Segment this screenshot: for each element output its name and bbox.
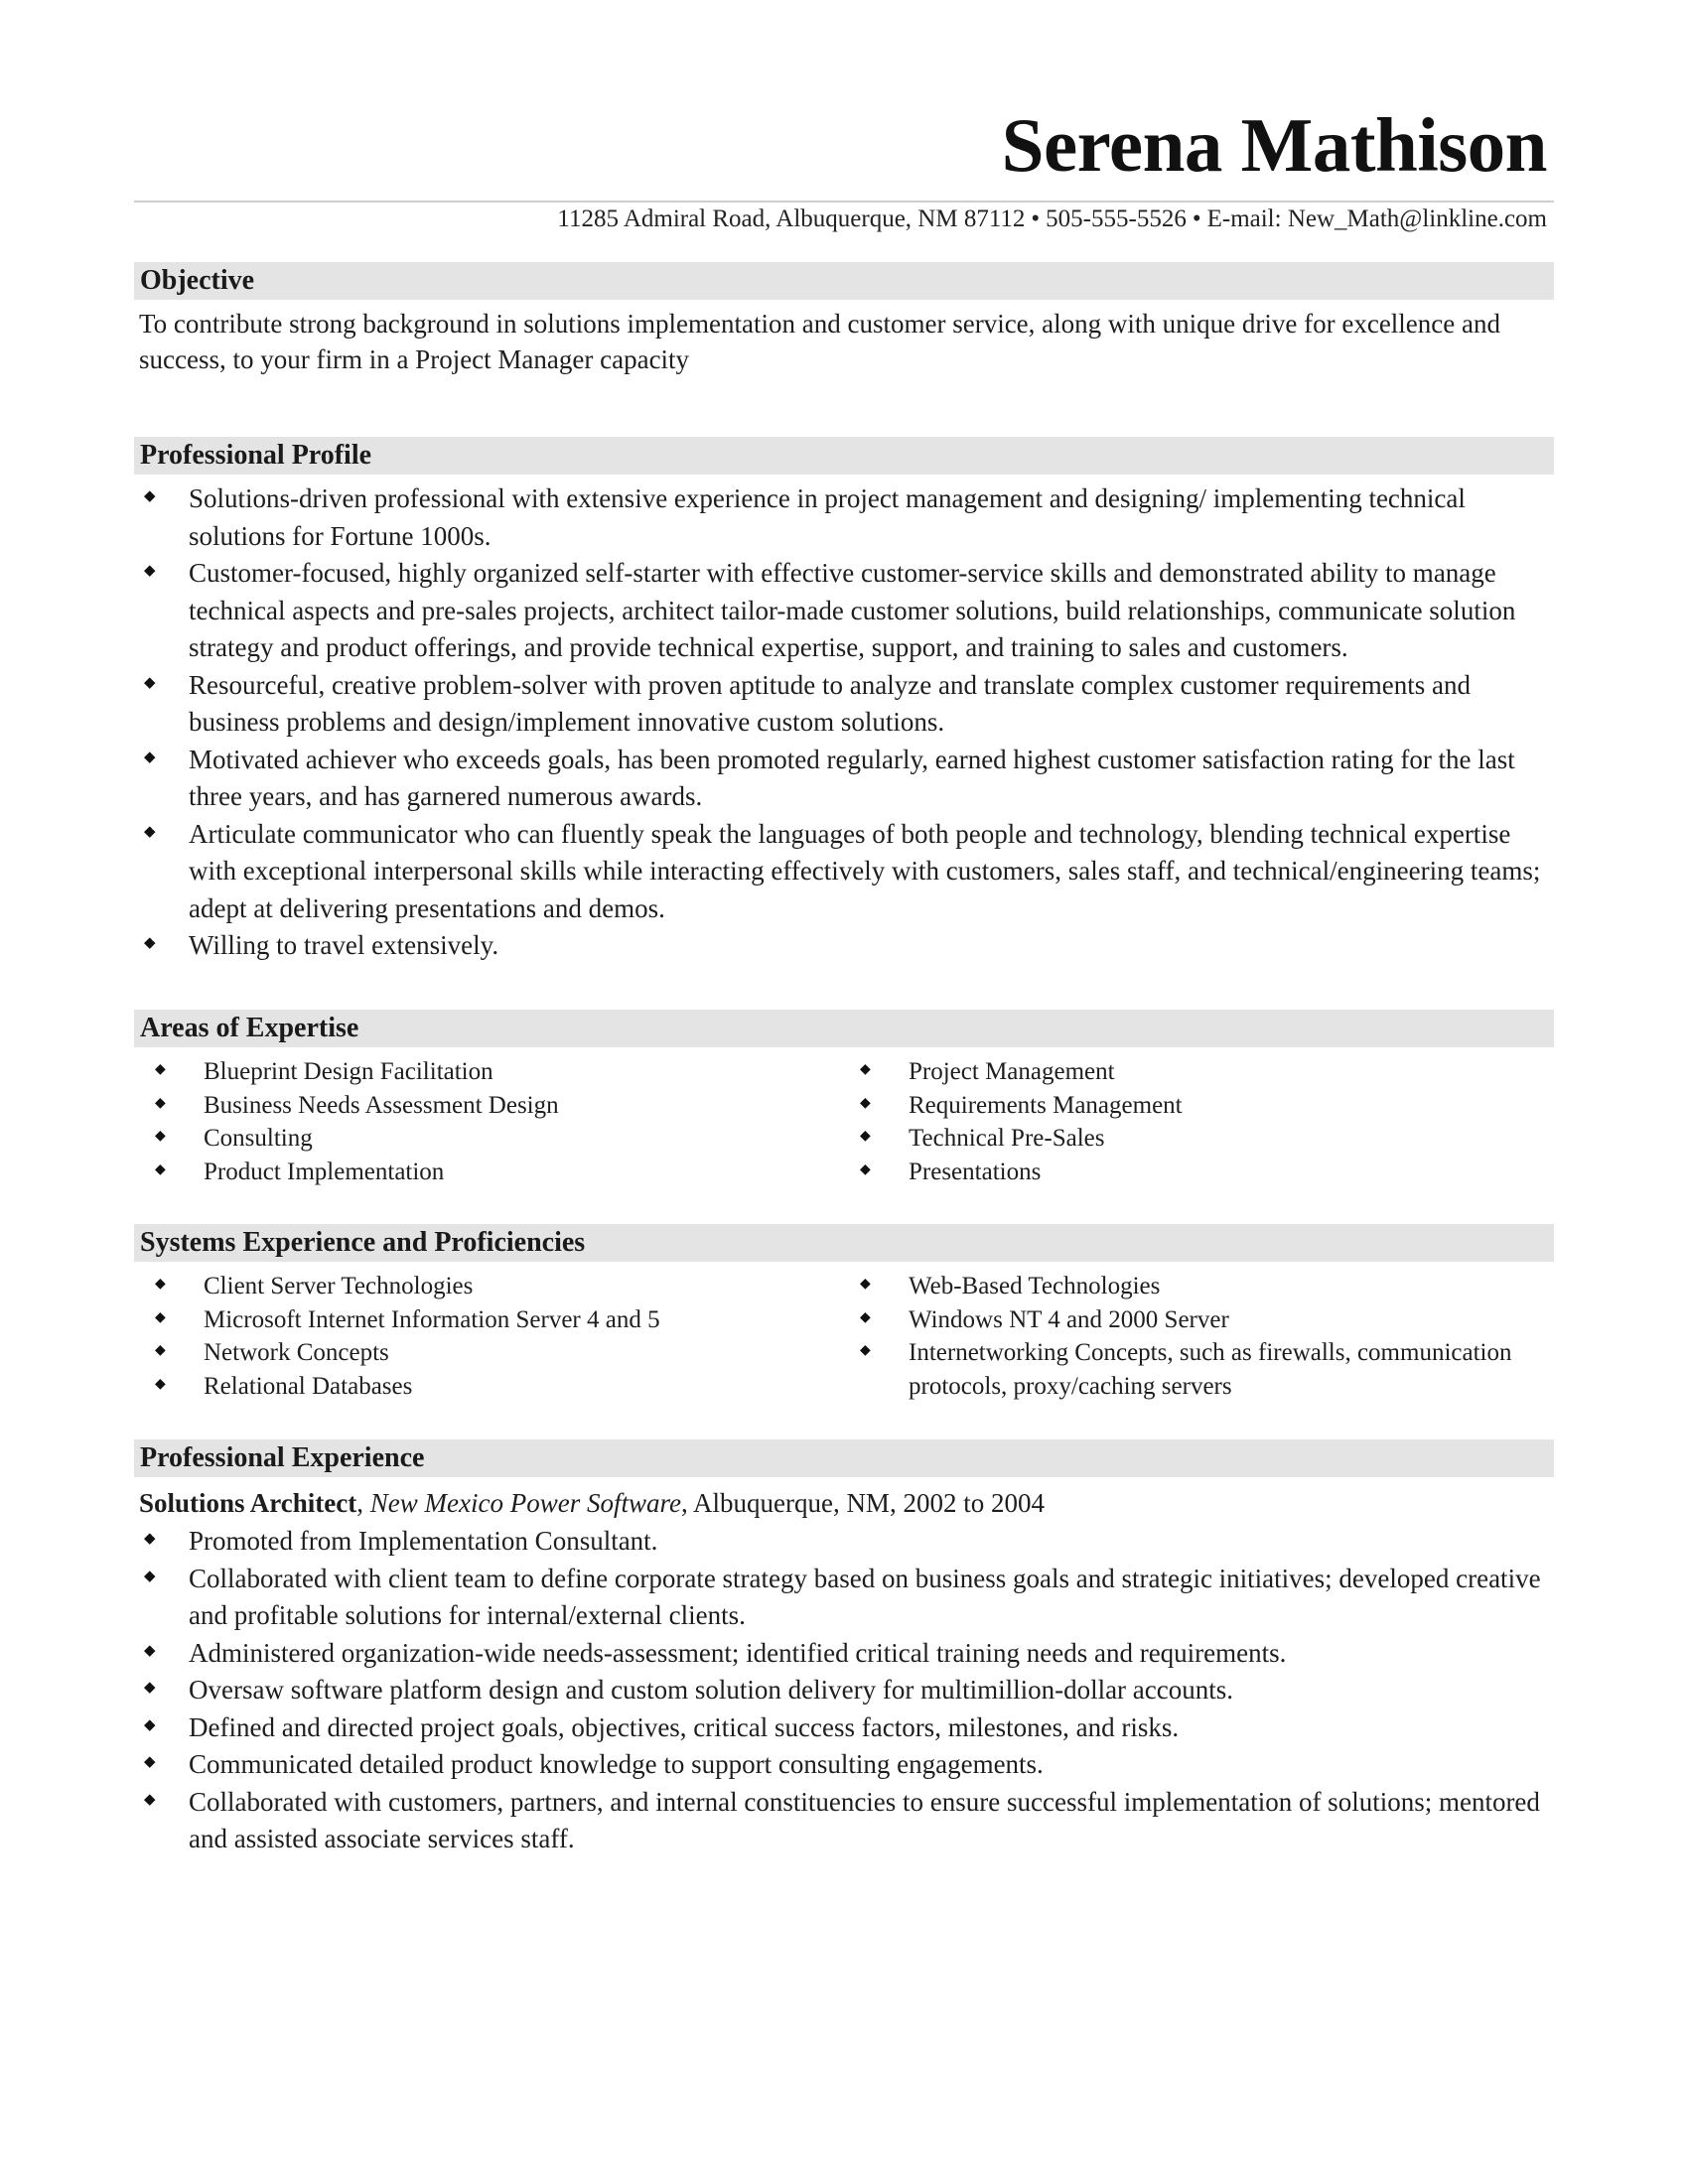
- professional-profile-section: [134, 437, 1554, 965]
- diamond-bullet-icon: ◆: [144, 1754, 156, 1770]
- systems-item: [134, 1270, 839, 1303]
- list-item-text: Resourceful, creative problem-solver with proven aptitude to analyze and translate complex customer requirements and business problems and design/implement innovative custom solutions.: [189, 669, 1472, 737]
- job-achievement-item: [134, 1672, 1554, 1709]
- company-name: New Mexico Power Software: [369, 1488, 681, 1518]
- list-item-text: Microsoft Internet Information Server 4 and 5: [204, 1305, 660, 1333]
- job-achievements-list: [134, 1523, 1554, 1858]
- job-details: , Albuquerque, NM, 2002 to 2004: [680, 1488, 1045, 1518]
- profile-item: [134, 667, 1554, 742]
- diamond-bullet-icon: ◆: [155, 1062, 166, 1077]
- job-heading: Solutions Architect, New Mexico Power Software, Albuquerque, NM, 2002 to 2004: [139, 1488, 1045, 1518]
- diamond-bullet-icon: ◆: [860, 1062, 871, 1077]
- expertise-item: [134, 1122, 839, 1156]
- section-heading: Objective: [134, 262, 1554, 300]
- list-item-text: Network Concepts: [204, 1339, 389, 1366]
- header-divider: [134, 201, 1554, 203]
- section-heading: Professional Profile: [134, 437, 1554, 475]
- phone: 505-555-5526: [1046, 205, 1187, 232]
- systems-list-right: [839, 1270, 1544, 1403]
- job-achievement-item: [134, 1523, 1554, 1561]
- list-item-text: Motivated achiever who exceeds goals, has been promoted regularly, earned highest customer satisfaction rating for the last three years, and has garnered numerous awards.: [189, 744, 1515, 811]
- profile-item: [134, 742, 1554, 816]
- diamond-bullet-icon: ◆: [144, 1568, 156, 1584]
- diamond-bullet-icon: ◆: [155, 1343, 166, 1358]
- diamond-bullet-icon: ◆: [144, 1531, 156, 1547]
- diamond-bullet-icon: ◆: [144, 674, 156, 691]
- list-item-text: Project Management: [909, 1058, 1115, 1085]
- section-heading: Areas of Expertise: [134, 1010, 1554, 1047]
- systems-item: [839, 1303, 1544, 1337]
- diamond-bullet-icon: ◆: [860, 1129, 871, 1144]
- systems-item: [134, 1336, 839, 1370]
- areas-of-expertise-section: [134, 1010, 1554, 1188]
- section-heading: Professional Experience: [134, 1439, 1554, 1477]
- diamond-bullet-icon: ◆: [144, 563, 156, 579]
- job-achievement-item: [134, 1561, 1554, 1635]
- expertise-item: [839, 1055, 1544, 1089]
- list-item-text: Promoted from Implementation Consultant.: [189, 1526, 658, 1556]
- objective-section: [134, 262, 1554, 377]
- list-item-text: Blueprint Design Facilitation: [204, 1058, 493, 1085]
- expertise-item: [839, 1156, 1544, 1189]
- expertise-columns: [134, 1055, 1554, 1188]
- contact-separator: •: [1192, 205, 1201, 232]
- systems-experience-section: [134, 1224, 1554, 1403]
- systems-list-left: [134, 1270, 839, 1403]
- expertise-list-right: [839, 1055, 1544, 1188]
- diamond-bullet-icon: ◆: [860, 1309, 871, 1325]
- diamond-bullet-icon: ◆: [144, 935, 156, 951]
- systems-item: [134, 1303, 839, 1337]
- list-item-text: Client Server Technologies: [204, 1273, 474, 1299]
- diamond-bullet-icon: ◆: [144, 749, 156, 765]
- expertise-item: [839, 1122, 1544, 1156]
- list-item-text: Consulting: [204, 1125, 313, 1152]
- expertise-list-left: [134, 1055, 839, 1188]
- list-item-text: Business Needs Assessment Design: [204, 1091, 559, 1119]
- objective-text: To contribute strong background in solutions implementation and customer service, along with unique drive for excellence and success, to your firm in a Project Manager capacity: [139, 309, 1500, 374]
- profile-item: [134, 555, 1554, 667]
- diamond-bullet-icon: ◆: [155, 1161, 166, 1177]
- list-item-text: Collaborated with client team to define corporate strategy based on business goals and strategic initiatives; developed creative and profitable solutions for internal/external clients.: [189, 1563, 1541, 1630]
- job-achievement-item: [134, 1635, 1554, 1673]
- expertise-item: [134, 1055, 839, 1089]
- list-item-text: Solutions-driven professional with extensive experience in project management and designing/ implementing technical solutions for Fortune 1000s.: [189, 483, 1466, 551]
- list-item-text: Defined and directed project goals, objectives, critical success factors, milestones, and risks.: [189, 1711, 1180, 1742]
- diamond-bullet-icon: ◆: [860, 1343, 871, 1358]
- list-item-text: Product Implementation: [204, 1158, 445, 1185]
- job-achievement-item: [134, 1709, 1554, 1747]
- job-achievement-item: [134, 1784, 1554, 1858]
- list-item-text: Customer-focused, highly organized self-starter with effective customer-service skills and demonstrated ability to manage technical aspects and pre-sales projects, architect tailor-made customer solutions, build relationships, communicate solution strategy and product offerings, and provide technical expertise, support, and training to sales and customers.: [189, 558, 1516, 662]
- diamond-bullet-icon: ◆: [860, 1095, 871, 1111]
- diamond-bullet-icon: ◆: [155, 1095, 166, 1111]
- diamond-bullet-icon: ◆: [144, 823, 156, 840]
- diamond-bullet-icon: ◆: [155, 1309, 166, 1325]
- section-heading: Systems Experience and Proficiencies: [134, 1224, 1554, 1262]
- profile-item: [134, 927, 1554, 965]
- diamond-bullet-icon: ◆: [860, 1161, 871, 1177]
- profile-list: [134, 480, 1554, 965]
- address: 11285 Admiral Road, Albuquerque, NM 87112: [557, 205, 1026, 232]
- list-item-text: Oversaw software platform design and custom solution delivery for multimillion-dollar accounts.: [189, 1675, 1234, 1705]
- diamond-bullet-icon: ◆: [144, 1791, 156, 1808]
- candidate-name: Serena Mathison: [1001, 102, 1547, 188]
- contact-line: [557, 205, 1547, 234]
- job-achievement-item: [134, 1746, 1554, 1784]
- systems-columns: [134, 1270, 1554, 1403]
- systems-item: [839, 1336, 1544, 1403]
- expertise-item: [839, 1089, 1544, 1123]
- diamond-bullet-icon: ◆: [155, 1129, 166, 1144]
- job-title: Solutions Architect: [139, 1488, 357, 1518]
- systems-item: [839, 1270, 1544, 1303]
- diamond-bullet-icon: ◆: [144, 488, 156, 504]
- diamond-bullet-icon: ◆: [144, 1716, 156, 1733]
- list-item-text: Administered organization-wide needs-assessment; identified critical training needs and requirements.: [189, 1637, 1287, 1668]
- expertise-item: [134, 1089, 839, 1123]
- list-item-text: Web-Based Technologies: [909, 1273, 1161, 1299]
- profile-item: [134, 480, 1554, 555]
- list-item-text: Collaborated with customers, partners, and internal constituencies to ensure successful implementation of solutions; mentored and assisted associate services staff.: [189, 1786, 1540, 1853]
- list-item-text: Windows NT 4 and 2000 Server: [909, 1305, 1229, 1333]
- diamond-bullet-icon: ◆: [155, 1376, 166, 1392]
- profile-item: [134, 816, 1554, 928]
- list-item-text: Willing to travel extensively.: [189, 930, 499, 960]
- list-item-text: Relational Databases: [204, 1372, 413, 1400]
- expertise-item: [134, 1156, 839, 1189]
- diamond-bullet-icon: ◆: [144, 1642, 156, 1659]
- list-item-text: Communicated detailed product knowledge to support consulting engagements.: [189, 1749, 1044, 1779]
- list-item-text: Technical Pre-Sales: [909, 1125, 1105, 1152]
- systems-item: [134, 1370, 839, 1404]
- contact-separator: •: [1031, 205, 1041, 232]
- professional-experience-section: [134, 1439, 1554, 1858]
- diamond-bullet-icon: ◆: [155, 1277, 166, 1292]
- diamond-bullet-icon: ◆: [144, 1680, 156, 1696]
- diamond-bullet-icon: ◆: [860, 1277, 871, 1292]
- list-item-text: Articulate communicator who can fluently speak the languages of both people and technology, blending technical expertise with exceptional interpersonal skills while interacting effectively with customers, sales staff, and technical/engineering teams; adept at delivering presentations and demos.: [189, 818, 1541, 923]
- list-item-text: Requirements Management: [909, 1091, 1183, 1119]
- list-item-text: Presentations: [909, 1158, 1042, 1185]
- email: E-mail: New_Math@linkline.com: [1206, 205, 1547, 232]
- list-item-text: Internetworking Concepts, such as firewalls, communication protocols, proxy/caching servers: [909, 1339, 1512, 1400]
